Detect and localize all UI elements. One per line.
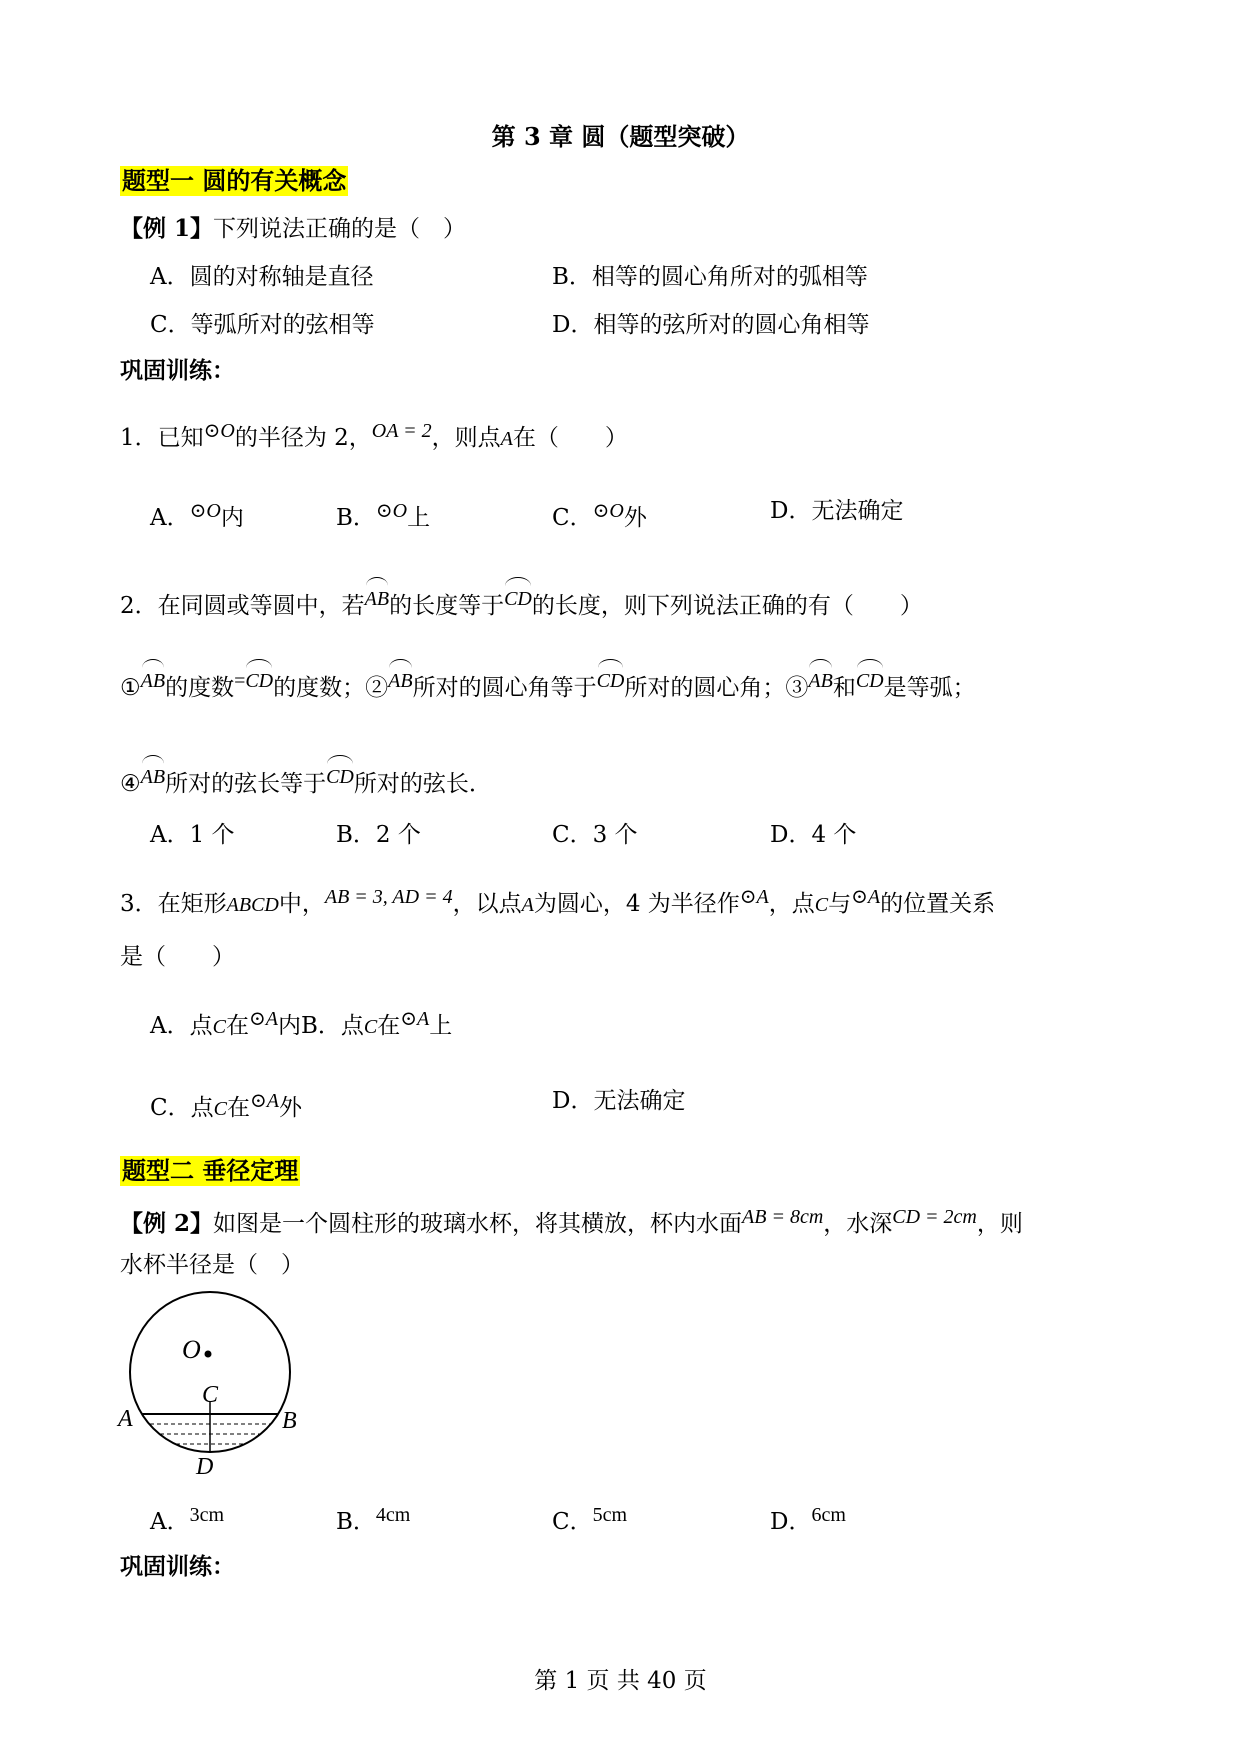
arc-ab: AB — [365, 578, 389, 614]
center-dot — [205, 1351, 212, 1358]
arc-ab: AB — [141, 756, 165, 792]
q1-circle-o: ⊙O — [203, 420, 235, 442]
example1-option-c: C．等弧所对的弦相等 — [150, 312, 375, 338]
q1-option-b: B．⊙O上 — [336, 500, 431, 531]
example1-option-a: A．圆的对称轴是直径 — [150, 264, 374, 290]
q1-option-a: A．⊙O内 — [150, 500, 244, 531]
example1-text: 下列说法正确的是（ ） — [213, 216, 467, 242]
example1-option-d: D．相等的弦所对的圆心角相等 — [552, 312, 870, 338]
practice-label-1: 巩固训练： — [120, 357, 235, 384]
arc-cd: CD — [597, 660, 625, 696]
example2-line1: 【例 2】如图是一个圆柱形的玻璃水杯，将其横放，杯内水面AB = 8cm，水深CD = 2cm，则 — [120, 1206, 1023, 1237]
q2-statements-line1: ①AB的度数=CD的度数；②AB所对的圆心角等于CD所对的圆心角；③AB和CD是等弧； — [120, 660, 976, 703]
q2-option-b: B．2 个 — [336, 822, 421, 848]
page-footer: 第 1 页 共 40 页 — [534, 1668, 707, 1694]
label-d: D — [196, 1454, 214, 1480]
q1-text-1: 1．已知 — [120, 425, 204, 451]
q1-point-a: A — [500, 428, 513, 450]
q3-option-d: D．无法确定 — [552, 1088, 686, 1114]
q1-option-d: D．无法确定 — [770, 498, 904, 524]
arc-cd: CD — [504, 578, 532, 614]
section1-heading: 题型一 圆的有关概念 — [122, 166, 347, 195]
q2-option-c: C．3 个 — [552, 822, 638, 848]
q3-option-c: C．点C在⊙A外 — [150, 1090, 302, 1121]
label-c: C — [202, 1382, 219, 1408]
practice-label-2: 巩固训练： — [120, 1553, 235, 1580]
page-title: 第 3 章 圆（题型突破） — [491, 122, 750, 151]
arc-cd: CD — [856, 660, 884, 696]
section2-heading: 题型二 垂径定理 — [122, 1156, 299, 1185]
arc-ab: AB — [141, 660, 165, 696]
question2: 2．在同圆或等圆中，若AB的长度等于CD的长度，则下列说法正确的有（ ） — [120, 578, 923, 621]
q1-text-4: 在（ ） — [512, 425, 628, 451]
q2-statements-line2: ④AB所对的弦长等于CD所对的弦长． — [120, 756, 492, 799]
arc-cd: CD — [326, 756, 354, 792]
example2-option-a: A．3cm — [150, 1504, 225, 1535]
example1-tag: 【例 1】 — [120, 215, 214, 242]
q2-option-d: D．4 个 — [770, 822, 857, 848]
arc-cd: CD — [245, 660, 273, 696]
question3: 3．在矩形ABCD中，AB = 3, AD = 4，以点A为圆心，4 为半径作⊙A，点C与⊙A的位置关系 — [120, 886, 996, 917]
example2-option-b: B．4cm — [336, 1504, 411, 1535]
arc-ab: AB — [808, 660, 832, 696]
example1 — [120, 214, 466, 244]
question1 — [120, 416, 628, 454]
example1-option-b: B．相等的圆心角所对的弧相等 — [552, 264, 868, 290]
arc-ab: AB — [388, 660, 412, 696]
label-o: O — [182, 1335, 201, 1364]
q3-line2: 是（ ） — [120, 944, 235, 970]
q1-equation: OA = 2 — [371, 420, 432, 442]
example2-option-c: C．5cm — [552, 1504, 628, 1535]
q1-text-2: 的半径为 2， — [234, 425, 372, 451]
label-a: A — [118, 1406, 133, 1432]
q3-option-ab: A．点C在⊙A内B．点C在⊙A上 — [150, 1008, 453, 1039]
q1-option-c: C．⊙O外 — [552, 500, 647, 531]
label-b: B — [282, 1408, 297, 1434]
example2-line2: 水杯半径是（ ） — [120, 1252, 304, 1278]
q2-option-a: A．1 个 — [150, 822, 235, 848]
example2-option-d: D．6cm — [770, 1504, 846, 1535]
q1-text-3: ，则点 — [431, 425, 501, 451]
cup-circle-figure — [110, 1290, 310, 1480]
